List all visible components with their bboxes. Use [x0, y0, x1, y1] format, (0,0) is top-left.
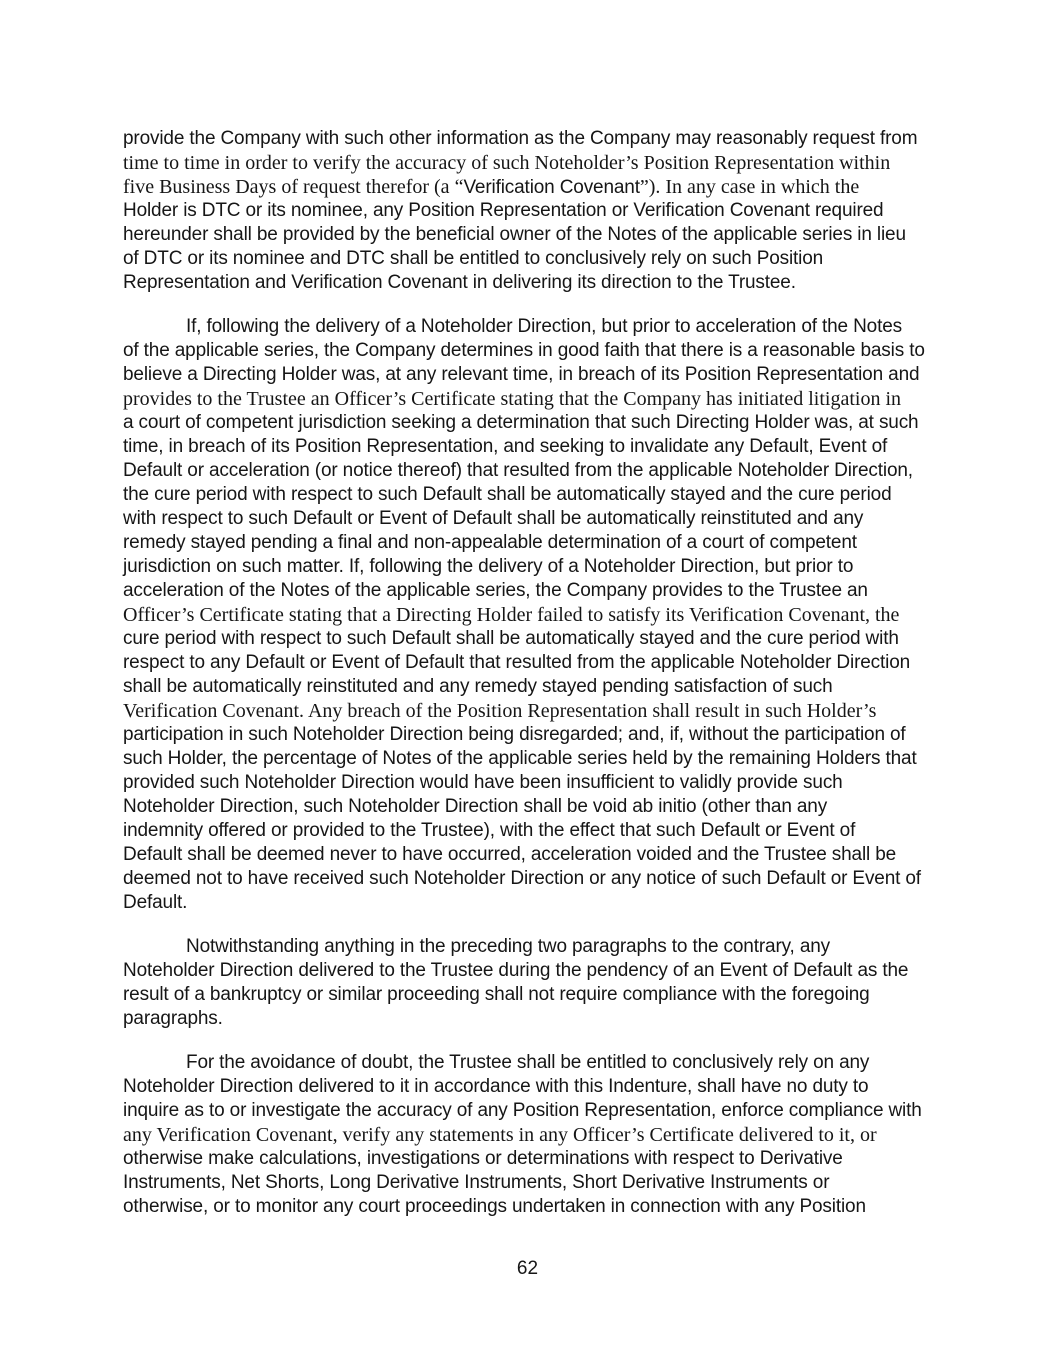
text-segment: Noteholder Direction delivered to the Trustee during the pendency of an Event of Default as the — [123, 960, 909, 981]
text-line — [123, 483, 939, 507]
text-line — [123, 1075, 939, 1099]
text-segment: paragraphs. — [123, 1008, 223, 1029]
text-line — [123, 363, 939, 387]
text-segment: hereunder shall be provided by the beneficial owner of the Notes of the applicable series in lieu — [123, 224, 906, 245]
page-number: 62 — [516, 1258, 539, 1279]
text-segment: Default. — [123, 892, 188, 913]
text-line — [123, 127, 939, 151]
text-segment: acceleration of the Notes of the applicable series, the Company provides to the Trustee an — [123, 580, 868, 601]
text-segment: Default shall be deemed never to have occurred, acceleration voided and the Trustee shall be — [123, 844, 897, 865]
text-segment: Noteholder Direction, such Noteholder Direction shall be void ab initio (other than any — [123, 796, 828, 817]
text-line — [123, 747, 939, 771]
text-line — [123, 199, 939, 223]
text-segment: Verification Covenant — [463, 177, 640, 198]
text-line — [123, 891, 939, 915]
text-segment: indemnity offered or provided to the Trustee), with the effect that such Default or Event of — [123, 820, 856, 841]
text-line — [123, 1099, 939, 1123]
text-segment: remedy stayed pending a final and non-appealable determination of a court of competent — [123, 532, 857, 553]
text-segment: five Business Days of request therefor (a “ — [123, 176, 464, 198]
text-segment: ”). In any case in which the — [639, 176, 860, 198]
text-line — [123, 151, 939, 175]
text-segment: Noteholder Direction delivered to it in accordance with this Indenture, shall have no duty to — [123, 1076, 869, 1097]
text-segment: Representation and Verification Covenant in delivering its direction to the Trustee. — [123, 272, 796, 293]
text-line — [123, 507, 939, 531]
text-segment: cure period with respect to such Default shall be automatically stayed and the cure period with — [123, 628, 899, 649]
text-line — [123, 843, 939, 867]
text-line — [123, 271, 939, 295]
text-segment: result of a bankruptcy or similar proceeding shall not require compliance with the foregoing — [123, 984, 870, 1005]
text-segment: any Verification Covenant, verify any statements in any Officer’s Certificate delivered to it, or — [123, 1124, 877, 1146]
text-line — [123, 435, 939, 459]
text-segment: Instruments, Net Shorts, Long Derivative Instruments, Short Derivative Instruments or — [123, 1172, 830, 1193]
text-segment: Default or acceleration (or notice thereof) that resulted from the applicable Noteholder Direction, — [123, 460, 913, 481]
text-segment: provide the Company with such other information as the Company may reasonably request from — [123, 128, 918, 149]
text-segment: of DTC or its nominee and DTC shall be entitled to conclusively rely on such Position — [123, 248, 824, 269]
text-line — [123, 1123, 939, 1147]
text-line — [123, 459, 939, 483]
text-segment: deemed not to have received such Noteholder Direction or any notice of such Default or Event of — [123, 868, 921, 889]
text-segment: of the applicable series, the Company determines in good faith that there is a reasonable basis to — [123, 340, 925, 361]
text-line — [123, 247, 939, 271]
text-segment: respect to any Default or Event of Default that resulted from the applicable Noteholder Direction — [123, 652, 911, 673]
text-segment: the cure period with respect to such Default shall be automatically stayed and the cure period — [123, 484, 892, 505]
text-line — [123, 983, 939, 1007]
text-segment: participation in such Noteholder Direction being disregarded; and, if, without the participation of — [123, 724, 906, 745]
text-line — [123, 555, 939, 579]
text-segment: time, in breach of its Position Representation, and seeking to invalidate any Default, Event of — [123, 436, 888, 457]
text-line — [123, 771, 939, 795]
text-segment: provided such Noteholder Direction would have been insufficient to validly provide such — [123, 772, 843, 793]
text-line — [123, 1195, 939, 1219]
paragraph — [123, 935, 939, 1031]
text-line — [123, 411, 939, 435]
text-line — [123, 627, 939, 651]
text-segment: Holder is DTC or its nominee, any Position Representation or Verification Covenant required — [123, 200, 884, 221]
text-segment: provides to the Trustee an Officer’s Certificate stating that the Company has initiated litigation in — [123, 388, 901, 410]
text-segment: believe a Directing Holder was, at any relevant time, in breach of its Position Representation and — [123, 364, 920, 385]
text-segment: If, following the delivery of a Noteholder Direction, but prior to acceleration of the Notes — [186, 316, 902, 337]
text-segment: For the avoidance of doubt, the Trustee shall be entitled to conclusively rely on any — [186, 1052, 870, 1073]
text-segment: Officer’s Certificate stating that a Directing Holder failed to satisfy its Verification Covenant, the — [123, 604, 900, 626]
text-line — [123, 223, 939, 247]
text-segment: Notwithstanding anything in the preceding two paragraphs to the contrary, any — [186, 936, 830, 957]
text-line — [123, 339, 939, 363]
paragraph — [123, 1051, 939, 1219]
text-segment: a court of competent jurisdiction seeking a determination that such Directing Holder was, at such — [123, 412, 919, 433]
text-line — [123, 675, 939, 699]
text-line — [123, 651, 939, 675]
text-line — [123, 959, 939, 983]
text-line — [123, 795, 939, 819]
document-body — [123, 127, 939, 1219]
text-line — [123, 1007, 939, 1031]
text-line — [123, 175, 939, 199]
text-segment: time to time in order to verify the accuracy of such Noteholder’s Position Representation within — [123, 152, 891, 174]
text-segment: shall be automatically reinstituted and any remedy stayed pending satisfaction of such — [123, 676, 833, 697]
text-line — [123, 315, 939, 339]
text-line — [123, 603, 939, 627]
text-segment: otherwise, or to monitor any court proceedings undertaken in connection with any Position — [123, 1196, 866, 1217]
text-line — [123, 579, 939, 603]
text-line — [123, 867, 939, 891]
text-segment: with respect to such Default or Event of Default shall be automatically reinstituted and any — [123, 508, 864, 529]
text-line — [123, 935, 939, 959]
text-line — [123, 1051, 939, 1075]
text-line — [123, 1171, 939, 1195]
text-line — [123, 723, 939, 747]
paragraph — [123, 127, 939, 295]
text-line — [123, 699, 939, 723]
text-segment: inquire as to or investigate the accuracy of any Position Representation, enforce compliance with — [123, 1100, 922, 1121]
paragraph — [123, 315, 939, 915]
text-line — [123, 1147, 939, 1171]
text-segment: otherwise make calculations, investigations or determinations with respect to Derivative — [123, 1148, 843, 1169]
text-line — [123, 531, 939, 555]
text-segment: jurisdiction on such matter. If, following the delivery of a Noteholder Direction, but prior to — [123, 556, 854, 577]
text-line — [123, 819, 939, 843]
text-line — [123, 387, 939, 411]
text-segment: Verification Covenant. Any breach of the Position Representation shall result in such Holder’s — [123, 700, 877, 722]
text-segment: such Holder, the percentage of Notes of the applicable series held by the remaining Holders that — [123, 748, 917, 769]
